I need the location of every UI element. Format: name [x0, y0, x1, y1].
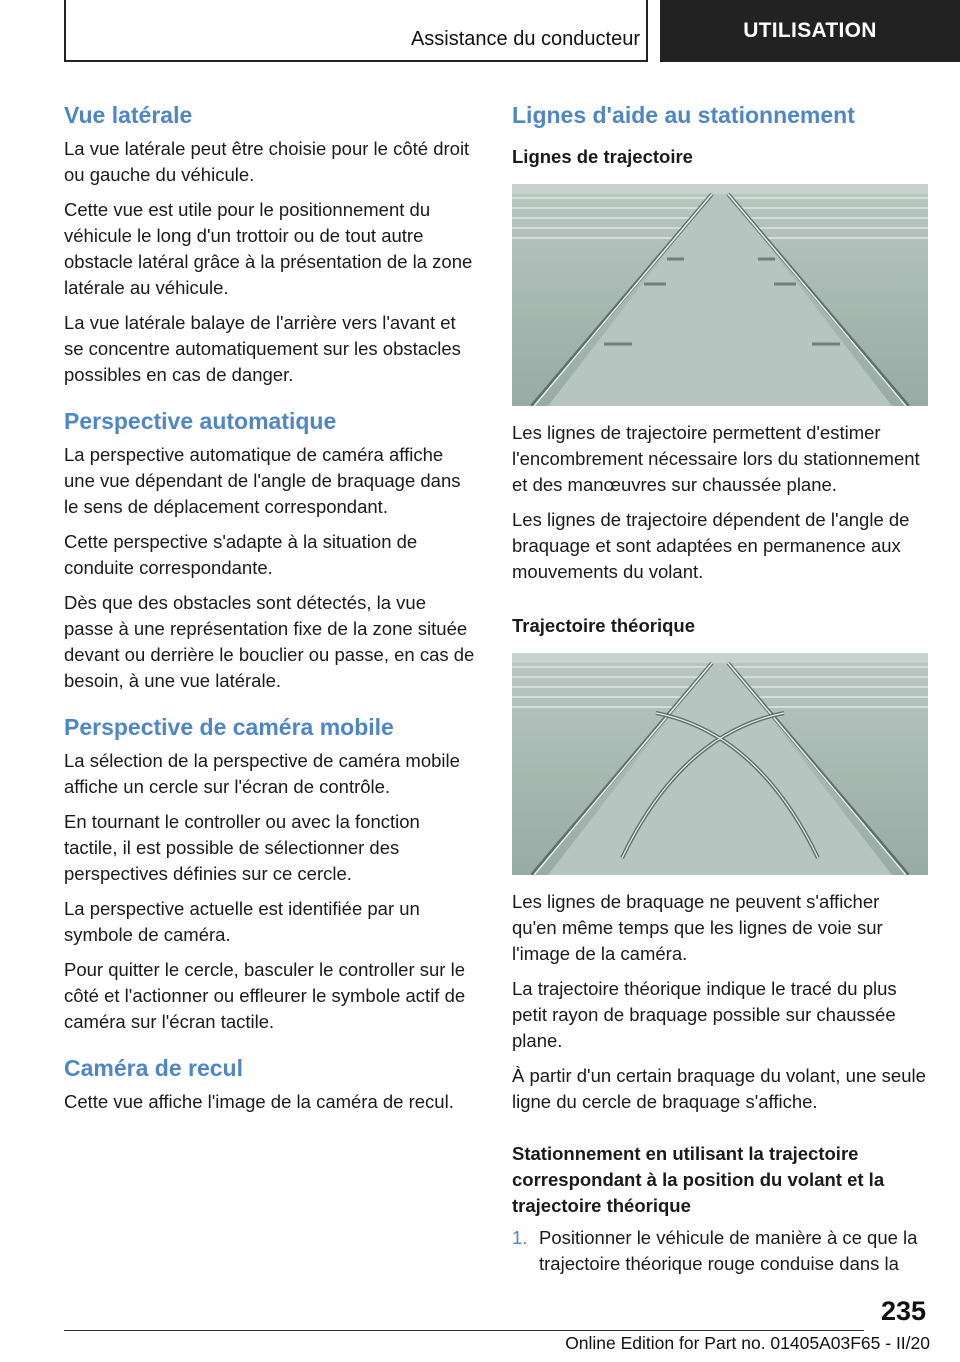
- paragraph: Les lignes de braquage ne peuvent s'afficher qu'en même temps que les lignes de voie sur l'image de la caméra.: [512, 891, 883, 964]
- paragraph: Cette vue affiche l'image de la caméra de recul.: [64, 1091, 454, 1112]
- paragraph: À partir d'un certain braquage du volant, une seule ligne du cercle de braquage s'affiche.: [512, 1065, 926, 1112]
- paragraph: Les lignes de trajectoire permettent d'estimer l'encombrement nécessaire lors du stationnement et des manœuvres sur chaussée plane.: [512, 422, 920, 495]
- paragraph: La sélection de la perspective de caméra mobile affiche un cercle sur l'écran de contrôle.: [64, 750, 460, 797]
- paragraph: Cette vue est utile pour le positionnement du véhicule le long d'un trottoir ou de tout autre obstacle latéral grâce à la présentation de la zone latérale au véhicule.: [64, 199, 473, 298]
- theoretical-trajectory-figure: [512, 653, 928, 875]
- paragraph: Dès que des obstacles sont détectés, la vue passe à une représentation fixe de la zone située devant ou derrière le bouclier ou passe, en cas de besoin, à une vue latérale.: [64, 592, 475, 691]
- paragraph: La trajectoire théorique indique le tracé du plus petit rayon de braquage possible sur chaussée plane.: [512, 978, 897, 1051]
- section-automatic-perspective: [64, 406, 476, 694]
- header-section-title: Assistance du conducteur: [410, 28, 640, 50]
- section-title: Vue latérale: [64, 102, 193, 128]
- left-column: [64, 100, 476, 1133]
- footer-edition: Online Edition for Part no. 01405A03F65 - II/20: [565, 1333, 930, 1353]
- section-title: Caméra de recul: [64, 1055, 243, 1081]
- step-number: 1.: [512, 1227, 528, 1248]
- paragraph: La perspective automatique de caméra affiche une vue dépendant de l'angle de braquage dans le sens de déplacement correspondant.: [64, 444, 461, 517]
- section-rear-camera: [64, 1053, 476, 1115]
- footer-divider: [64, 1330, 864, 1331]
- subsection-title: Lignes de trajectoire: [512, 146, 693, 167]
- paragraph: Les lignes de trajectoire dépendent de l'angle de braquage et sont adaptées en permanence aux mouvements du volant.: [512, 509, 910, 582]
- section-side-view: [64, 100, 476, 388]
- right-column: [512, 100, 928, 1277]
- procedure-step: [512, 1225, 928, 1277]
- section-title: Lignes d'aide au stationnement: [512, 102, 855, 128]
- paragraph: La vue latérale balaye de l'arrière vers l'avant et se concentre automatiquement sur les obstacles possibles en cas de danger.: [64, 312, 461, 385]
- section-title: Perspective de caméra mobile: [64, 714, 394, 740]
- paragraph: La vue latérale peut être choisie pour le côté droit ou gauche du véhicule.: [64, 138, 470, 185]
- step-text: Positionner le véhicule de manière à ce que la trajectoire théorique rouge conduise dans la: [539, 1227, 918, 1274]
- subsection-title: Stationnement en utilisant la trajectoire correspondant à la position du volant et la trajectoire théorique: [512, 1143, 885, 1216]
- paragraph: Pour quitter le cercle, basculer le controller sur le côté et l'actionner ou effleurer le symbole actif de caméra sur l'écran tactile.: [64, 959, 466, 1032]
- page-number: 235: [880, 1296, 926, 1326]
- header-chapter-tab: UTILISATION: [660, 0, 960, 62]
- subsection-title: Trajectoire théorique: [512, 615, 695, 636]
- paragraph: La perspective actuelle est identifiée par un symbole de caméra.: [64, 898, 420, 945]
- paragraph: En tournant le controller ou avec la fonction tactile, il est possible de sélectionner des perspectives définies sur ce cercle.: [64, 811, 420, 884]
- trajectory-lines-figure: [512, 184, 928, 406]
- section-mobile-camera: [64, 712, 476, 1035]
- section-title: Perspective automatique: [64, 408, 337, 434]
- paragraph: Cette perspective s'adapte à la situation de conduite correspondante.: [64, 531, 418, 578]
